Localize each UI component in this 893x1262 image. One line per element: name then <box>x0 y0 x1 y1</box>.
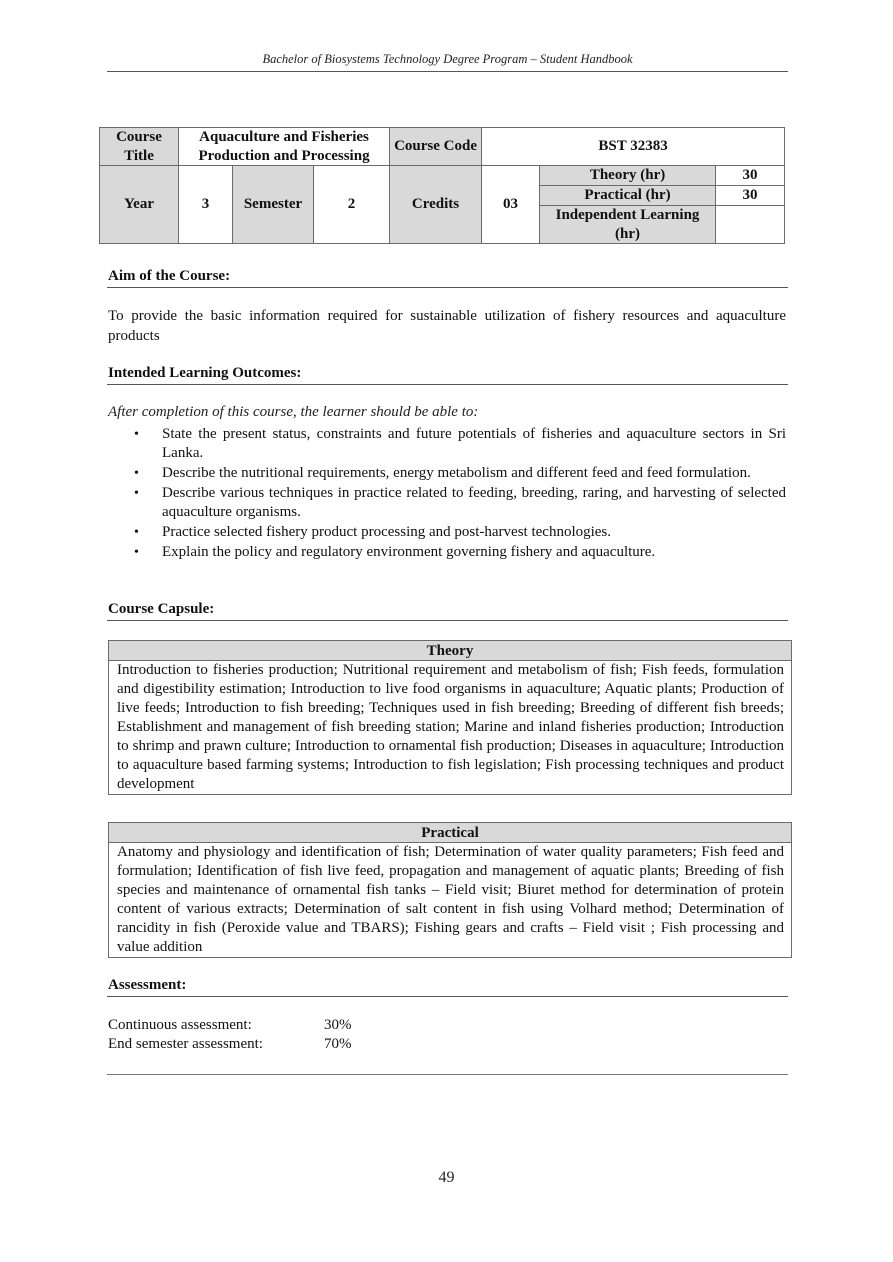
semester-value: 2 <box>314 166 390 244</box>
bullet-icon: • <box>134 466 139 481</box>
year-value: 3 <box>179 166 233 244</box>
practical-capsule <box>108 822 792 958</box>
credits-value: 03 <box>482 166 540 244</box>
header-rule <box>107 71 788 72</box>
outcome-item: • Describe the nutritional requirements, energy metabolism and different feed and feed formulation. <box>134 465 751 481</box>
bullet-icon: • <box>134 427 139 442</box>
assessment-value: 30% <box>324 1017 352 1033</box>
assessment-heading: Assessment: <box>108 977 187 993</box>
independent-hours-label: Independent Learning (hr) <box>540 206 716 244</box>
theory-hours-label: Theory (hr) <box>540 166 716 186</box>
outcomes-list <box>108 425 786 563</box>
outcomes-rule <box>107 384 788 385</box>
assessment-label: Continuous assessment: <box>108 1017 252 1033</box>
bottom-rule <box>107 1074 788 1075</box>
theory-content: Introduction to fisheries production; Nutritional requirement and metabolism of fish; Fish feeds, formulation and digestibility estimation; Introduction to live food organisms in aquaculture; Aquatic plants; Production of live feeds; Introduction to fish breeding; Techniques used in fish breeding; Breeding of different fish breeds; Establishment and management of fish breeding station; Marine and inland fisheries production; Introduction to shrimp and prawn culture; Introduction to ornamental fish production; Diseases in aquaculture; Introduction to aquaculture based farming systems; Introduction to fish legislation; Fish processing techniques and product development <box>117 662 784 792</box>
practical-heading: Practical <box>109 823 791 843</box>
outcomes-heading: Intended Learning Outcomes: <box>108 365 302 381</box>
practical-hours-label: Practical (hr) <box>540 186 716 206</box>
practical-content: Anatomy and physiology and identification of fish; Determination of water quality parameters; Fish feed and formulation; Identification of fish live feed, propagation and management of aquatic plants; Breeding of fish species and maintenance of ornamental fish tanks – Field visit; Biuret method for determination of protein content of various extracts; Determination of salt content in fish using Volhard method; Determination of rancidity in fish (Peroxide value and TBARS); Fishing gears and crafts – Field visit ; Fish processing and value addition <box>117 844 784 955</box>
running-header: Bachelor of Biosystems Technology Degree Program – Student Handbook <box>262 52 633 66</box>
assessment-row-end-semester <box>108 1036 352 1053</box>
independent-hours-value <box>716 206 785 244</box>
theory-capsule <box>108 640 792 795</box>
year-label: Year <box>100 166 179 244</box>
outcome-item: • State the present status, constraints and future potentials of fisheries and aquaculture sectors in Sri Lanka. <box>134 426 786 461</box>
bullet-icon: • <box>134 545 139 560</box>
aim-heading: Aim of the Course: <box>108 268 231 284</box>
capsule-rule <box>107 620 788 621</box>
aim-text: To provide the basic information required for sustainable utilization of fishery resources and aquaculture products <box>108 308 786 344</box>
assessment-rule <box>107 996 788 997</box>
bullet-icon: • <box>134 486 139 501</box>
course-info-table <box>99 127 785 244</box>
theory-heading: Theory <box>109 641 791 661</box>
theory-hours-value: 30 <box>716 166 785 186</box>
aim-rule <box>107 287 788 288</box>
capsule-heading: Course Capsule: <box>108 601 215 617</box>
practical-hours-value: 30 <box>716 186 785 206</box>
bullet-icon: • <box>134 525 139 540</box>
page-number: 49 <box>438 1169 455 1186</box>
assessment-value: 70% <box>324 1036 352 1052</box>
credits-label: Credits <box>390 166 482 244</box>
assessment-label: End semester assessment: <box>108 1036 263 1052</box>
outcomes-intro: After completion of this course, the learner should be able to: <box>108 404 479 420</box>
assessment-row-continuous <box>108 1017 352 1034</box>
outcome-item: • Practice selected fishery product processing and post-harvest technologies. <box>134 524 612 540</box>
course-code-label: Course Code <box>390 128 482 166</box>
course-code-value: BST 32383 <box>482 128 785 166</box>
semester-label: Semester <box>233 166 314 244</box>
course-title-value: Aquaculture and Fisheries Production and Processing <box>179 128 390 166</box>
course-title-label: Course Title <box>100 128 179 166</box>
outcome-item: • Explain the policy and regulatory environment governing fishery and aquaculture. <box>134 544 656 560</box>
outcome-item: • Describe various techniques in practice related to feeding, breeding, raring, and harvesting of selected aquaculture organisms. <box>134 485 786 520</box>
